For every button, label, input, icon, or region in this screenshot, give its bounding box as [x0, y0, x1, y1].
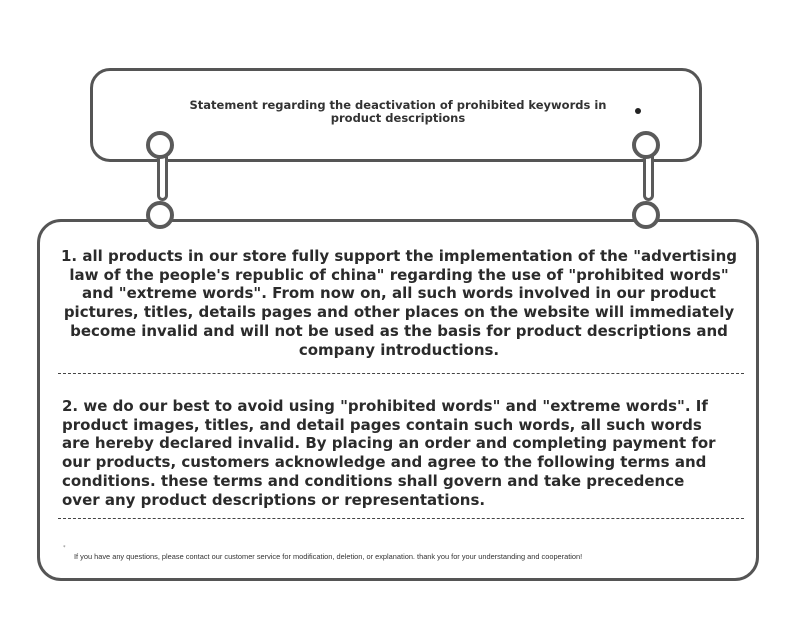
statement-paragraph-2: 2. we do our best to avoid using "prohibited words" and "extreme words". If product images, titles, and detail pages contain such words, all such words are hereby declared invalid. By placing an order and completing payment for our products, customers acknowledge and agree to the following terms and conditions. these terms and conditions shall govern and take precedence over any product descriptions or representations.: [62, 397, 716, 509]
left-top-ring: [146, 131, 174, 159]
statement-paragraph-1: 1. all products in our store fully support the implementation of the "advertising law of the people's republic of china" regarding the use of "prohibited words" and "extreme words". From now on, all such words involved in our product pictures, titles, details pages and other places on the website will immediately become invalid and will not be used as the basis for product descriptions and company introductions.: [60, 247, 738, 359]
right-top-ring: [632, 131, 660, 159]
statement-title: Statement regarding the deactivation of prohibited keywords in product descriptions: [189, 98, 607, 125]
right-bottom-ring: [632, 201, 660, 229]
left-bottom-ring: [146, 201, 174, 229]
dashed-divider-2: [58, 518, 744, 519]
footnote-text: If you have any questions, please contact our customer service for modification, deletion, or explanation. thank you for your understanding and cooperation!: [74, 552, 583, 561]
statement-body-card: [37, 219, 759, 581]
dashed-divider-1: [58, 373, 744, 374]
title-dot: [635, 108, 641, 114]
footnote-marker: *: [63, 545, 66, 551]
statement-title-card: [90, 68, 702, 162]
